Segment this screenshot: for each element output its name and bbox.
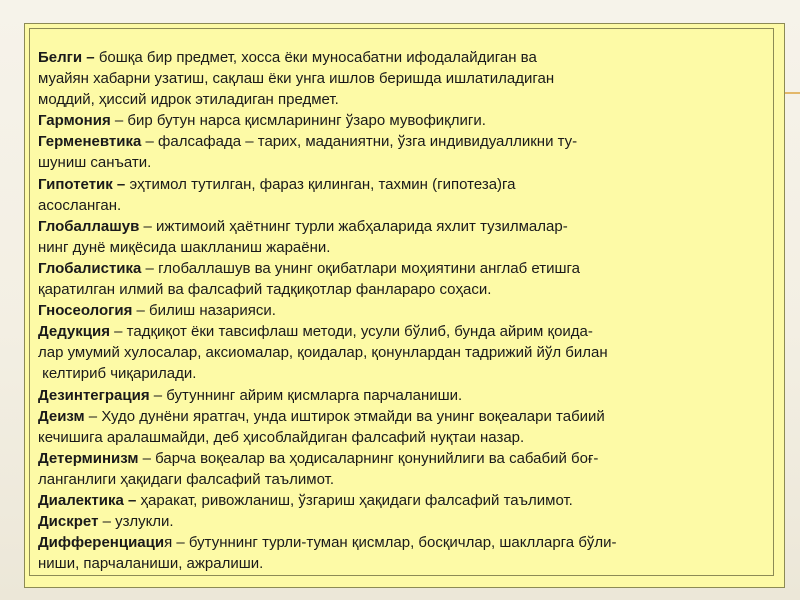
definition-line: Худо дунёни яратгач, унда иштирок этмайди ва унинг воқеалари табиий	[101, 407, 605, 425]
definition-line: эҳтимол тутилган, фараз қилинган, тахмин (гипотеза)га	[129, 175, 516, 193]
definition-line: бутуннинг турли-туман қисмлар, босқичлар, шаклларга бўли-	[188, 534, 617, 552]
glossary-entry	[38, 321, 765, 384]
glossary-term: Гармония	[38, 112, 111, 130]
glossary-entry	[38, 174, 765, 216]
glossary-entry	[38, 385, 765, 406]
term-separator: –	[149, 386, 167, 404]
glossary-entry	[38, 448, 765, 490]
glossary-term: Дезинтеграция	[38, 386, 150, 404]
definition-line: глобаллашув ва унинг оқибатлари моҳиятини англаб етишга	[158, 259, 581, 277]
term-separator: –	[138, 449, 156, 467]
glossary-entry	[38, 258, 765, 300]
term-separator: –	[112, 175, 130, 193]
term-separator: –	[109, 323, 127, 341]
definition-line: муайян хабарни узатиш, сақлаш ёки унга ишлов беришда ишлатиладиган	[38, 70, 555, 88]
glossary-term: Диалектика	[38, 491, 124, 509]
term-separator: –	[132, 302, 150, 320]
definition-line: билиш назарияси.	[149, 302, 276, 320]
glossary-entry	[38, 490, 765, 511]
glossary-term: Белги	[38, 49, 83, 66]
glossary-term: Дифференциаци	[38, 534, 165, 552]
glossary-entry	[38, 47, 765, 110]
term-separator: –	[84, 407, 102, 425]
definition-line: қаратилган илмий ва фалсафий тадқиқотлар фанлараро соҳаси.	[38, 281, 492, 299]
term-separator: –	[82, 49, 99, 66]
glossary-entry	[38, 511, 765, 532]
definition-line: лар умумий хулосалар, аксиомалар, қоидалар, қонунлардан тадрижий йўл билан	[38, 344, 608, 362]
definition-line: кечишига аралашмайди, деб ҳисоблайдиган фалсафий нуқтаи назар.	[38, 428, 525, 446]
definition-line: ниши, парчаланиши, ажралиши.	[38, 555, 264, 573]
glossary-term: Герменевтика	[38, 133, 142, 151]
glossary-term-tail: я	[164, 534, 173, 552]
term-separator: –	[123, 491, 141, 509]
glossary-term: Гносеология	[38, 302, 133, 320]
glossary-entry	[38, 110, 765, 131]
glossary-entry	[38, 300, 765, 321]
definition-line: фалсафада – тарих, маданиятни, ўзга индивидуалликни ту-	[158, 133, 578, 151]
term-separator: –	[141, 259, 159, 277]
glossary-entry	[38, 216, 765, 258]
definition-line: моддий, ҳиссий идрок этиладиган предмет.	[38, 91, 339, 109]
glossary-term: Деизм	[38, 407, 85, 425]
term-separator: –	[110, 112, 128, 130]
glossary-entry	[38, 532, 765, 574]
glossary-entry	[38, 406, 765, 448]
definition-line: ижтимоий ҳаётнинг турли жабҳаларида яхлит тузилмалар-	[156, 217, 568, 235]
glossary-term: Гипотетик	[38, 175, 113, 193]
definition-line: келтириб чиқарилади.	[38, 365, 197, 383]
term-separator: –	[172, 534, 189, 552]
definition-line: асосланган.	[38, 196, 122, 214]
term-separator: –	[98, 513, 116, 531]
glossary-panel-inner	[29, 28, 774, 576]
definition-line: бошқа бир предмет, хосса ёки муносабатни ифодалайдиган ва	[98, 49, 537, 66]
definition-line: бутуннинг айрим қисмларга парчаланиши.	[166, 386, 463, 404]
definition-line: бир бутун нарса қисмларининг ўзаро мувофиқлиги.	[127, 112, 486, 130]
definition-line: нинг дунё миқёсида шаклланиш жараёни.	[38, 238, 331, 256]
term-separator: –	[141, 133, 159, 151]
definition-line: тадқиқот ёки тавсифлаш методи, усули бўлиб, бунда айрим қоида-	[126, 323, 593, 341]
definition-line: ланганлиги ҳақидаги фалсафий таълимот.	[38, 470, 334, 488]
definition-line: шуниш санъати.	[38, 154, 152, 172]
term-separator: –	[139, 217, 157, 235]
glossary-term: Глобалистика	[38, 259, 142, 277]
definition-line: барча воқеалар ва ҳодисаларнинг қонунийлиги ва сабабий боғ-	[155, 449, 599, 467]
glossary-term: Детерминизм	[38, 449, 139, 467]
glossary-term: Глобаллашув	[38, 217, 140, 235]
glossary-term: Дедукция	[38, 323, 110, 341]
glossary-term: Дискрет	[38, 513, 99, 531]
definition-line: узлукли.	[115, 513, 174, 531]
glossary-entry	[38, 131, 765, 173]
glossary-panel	[24, 23, 785, 588]
definition-line: ҳаракат, ривожланиш, ўзгариш ҳақидаги фалсафий таълимот.	[140, 491, 573, 509]
